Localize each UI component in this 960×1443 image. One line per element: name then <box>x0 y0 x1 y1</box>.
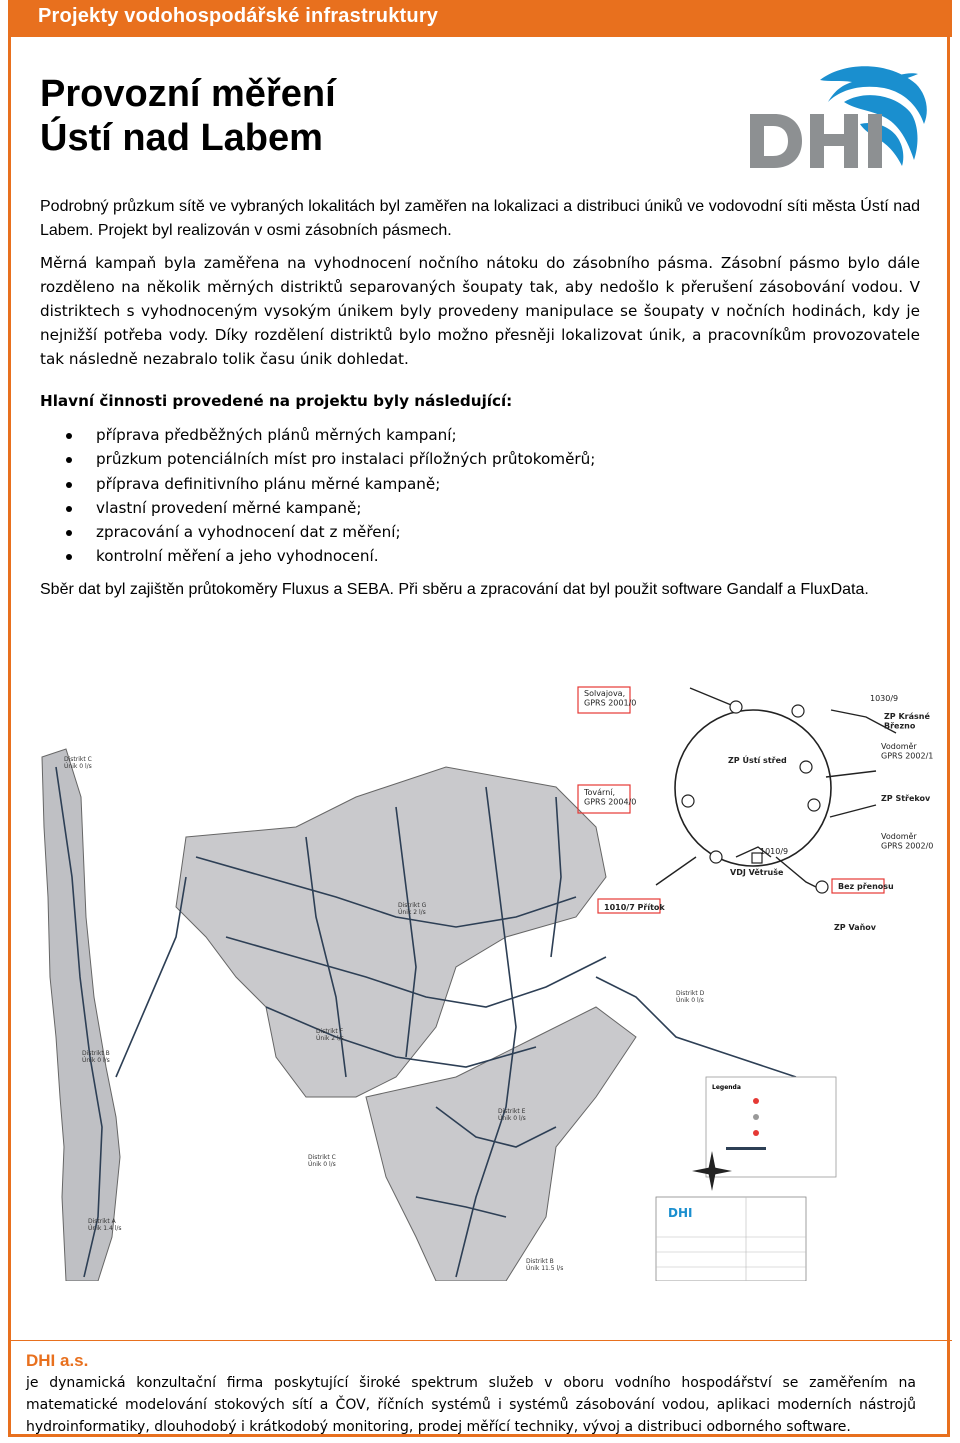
diagram-label: Vodoměr GPRS 2002/1 <box>881 742 934 761</box>
schematic-lines <box>656 688 899 892</box>
list-item: příprava definitivního plánu měrné kampaně; <box>66 472 595 496</box>
diagram-label: ZP Vaňov <box>834 923 877 932</box>
diagram-label: 1010/9 <box>760 847 789 856</box>
district-label: Distrikt C Únik 0 l/s <box>308 1154 336 1169</box>
list-item: příprava předběžných plánů měrných kampaní; <box>66 423 595 447</box>
network-map <box>36 677 934 1281</box>
diagram-label: ZP Krásné Březno <box>884 712 930 731</box>
district-label: Distrikt E Únik 0 l/s <box>498 1108 526 1123</box>
district-label: Distrikt G Únik 2 l/s <box>398 902 427 917</box>
diagram-label: ZP Střekov <box>881 794 931 803</box>
tools-paragraph: Sběr dat byl zajištěn průtokoměry Fluxus a SEBA. Při sběru a zpracování dat byl použit software Gandalf a FluxData. <box>40 581 869 598</box>
footer-divider <box>8 1340 952 1341</box>
diagram-label: Vodoměr GPRS 2002/0 <box>881 832 934 851</box>
dhi-logo <box>748 62 928 170</box>
dhi-logo-text: DHI <box>748 62 750 63</box>
district-label: Distrikt A Únik 1.4 l/s <box>88 1218 122 1233</box>
footer-description: je dynamická konzultační firma poskytující široké spektrum služeb v oboru vodního hospodářství se zaměřením na matematické modelování stokových sítí a ČOV, říčních systémů i systémů zásobování vodou, aplikaci moderních nástrojů hydroinformatiky, dlouhodobý i krátkodobý monitoring, prodej měřící techniky, vývoj a distribuci odborného software. <box>26 1375 916 1435</box>
activities-list <box>66 423 595 569</box>
dhi-logo-letters <box>750 114 882 168</box>
description-paragraph: Měrná kampaň byla zaměřena na vyhodnocení nočního nátoku do zásobního pásma. Zásobní pásmo bylo dále rozděleno na několik měrných distriktů separovaných šoupaty tak, aby nedošlo k přerušení zásobování vodou. V distriktech s vyhodnoceným vysokým únikem byly provedeny manipulace se šoupaty v nočních hodinách, kdy je nejnižší potřeba vody. Díky rozdělení distriktů bylo možno přesněji lokalizovat únik, a pracovníkům provozovatele tak následně nezabralo tolik času únik dohledat. <box>40 254 920 368</box>
district-label: Distrikt B Únik 0 l/s <box>82 1050 110 1065</box>
diagram-label: Bez přenosu <box>838 882 894 891</box>
legend-title: Legenda <box>712 1084 741 1091</box>
title-line-2: Ústí nad Labem <box>40 117 323 159</box>
map-legend <box>706 1077 836 1177</box>
header-title: Projekty vodohospodářské infrastruktury <box>38 5 439 27</box>
diagram-label: 1010/7 Přítok <box>604 903 665 912</box>
title-line-1: Provozní měření <box>40 73 336 115</box>
footer-company: DHI a.s. <box>26 1351 89 1370</box>
header-bar <box>8 0 952 37</box>
diagram-label: 1030/9 <box>870 694 899 703</box>
diagram-label: VDJ Větruše <box>730 868 784 877</box>
district-label: Distrikt D Únik 0 l/s <box>676 990 705 1005</box>
district-label: Distrikt F Únik 2 l/s <box>316 1028 344 1043</box>
zone-circle <box>675 710 831 866</box>
diagram-label: ZP Ústí střed <box>728 756 787 765</box>
activities-heading: Hlavní činnosti provedené na projektu byly následující: <box>40 392 513 410</box>
diagram-label: Tovární, GPRS 2004/0 <box>584 788 637 807</box>
list-item: vlastní provedení měrné kampaně; <box>66 496 595 520</box>
diagram-label: Solvajova, GPRS 2001/0 <box>584 689 637 708</box>
list-item: kontrolní měření a jeho vyhodnocení. <box>66 544 595 568</box>
list-item: průzkum potenciálních míst pro instalaci příložných průtokoměrů; <box>66 447 595 471</box>
district-label: Distrikt B Únik 11.5 l/s <box>526 1258 564 1273</box>
list-item: zpracování a vyhodnocení dat z měření; <box>66 520 595 544</box>
page-title <box>40 72 336 160</box>
intro-paragraph: Podrobný průzkum sítě ve vybraných lokalitách byl zaměřen na lokalizaci a distribuci úniků ve vodovodní síti města Ústí nad Labem. Projekt byl realizován v osmi zásobních pásmech. <box>40 198 920 239</box>
title-block-logo: DHI <box>668 1206 693 1220</box>
district-label: Distrikt C Únik 0 l/s <box>64 756 92 771</box>
